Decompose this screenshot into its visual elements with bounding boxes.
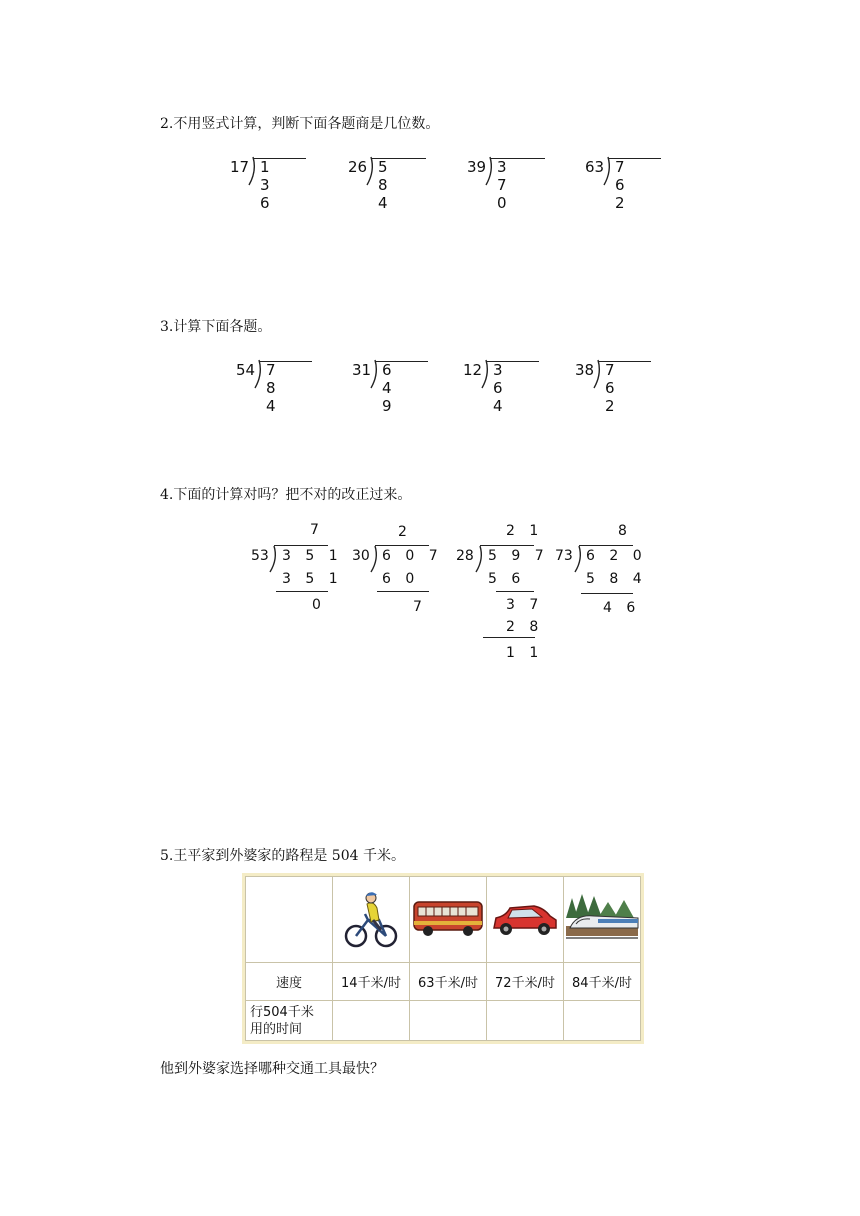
dividend: 7 8 4 <box>266 361 281 415</box>
division-bracket-icon <box>247 156 259 186</box>
table-cell-bicycle <box>333 877 410 963</box>
product: 5 8 4 <box>586 571 647 587</box>
time-label-line-1: 行504千米 <box>250 1004 314 1020</box>
division-bracket-icon <box>474 545 486 573</box>
division-bracket-icon <box>602 156 614 186</box>
quotient: 8 <box>618 523 627 539</box>
quotient: 2 1 <box>506 523 544 539</box>
time-bus-answer-cell[interactable] <box>410 1001 487 1041</box>
divisor: 38 <box>575 361 595 379</box>
table-row-time <box>246 1001 641 1041</box>
division-bracket-icon <box>484 156 496 186</box>
quotient: 7 <box>310 522 319 538</box>
division-bracket-icon <box>573 545 585 573</box>
divisor: 12 <box>463 361 483 379</box>
divisor: 63 <box>585 158 605 176</box>
product: 3 5 1 <box>282 571 343 587</box>
remainder: 7 <box>413 599 422 615</box>
product: 6 0 <box>382 571 420 587</box>
divisor: 39 <box>467 158 487 176</box>
speed-car: 72千米/时 <box>487 963 564 1001</box>
divisor: 26 <box>348 158 368 176</box>
time-car-answer-cell[interactable] <box>487 1001 564 1041</box>
car-icon <box>490 896 560 940</box>
dividend: 3 5 1 <box>282 548 343 564</box>
dividend: 3 6 4 <box>493 361 508 415</box>
table-cell-train <box>564 877 641 963</box>
speed-label: 速度 <box>246 963 333 1001</box>
table-row-images <box>246 877 641 963</box>
divisor: 30 <box>352 548 370 564</box>
table-cell-car <box>487 877 564 963</box>
time-label-line-2: 用的时间 <box>250 1021 303 1037</box>
dividend: 6 2 0 <box>586 548 647 564</box>
divisor: 28 <box>456 548 474 564</box>
table-corner-cell <box>246 877 333 963</box>
dividend: 7 6 2 <box>605 361 620 415</box>
dividend: 6 0 7 <box>382 548 443 564</box>
dividend: 5 9 7 <box>488 548 549 564</box>
q4-title: 4.下面的计算对吗？把不对的改正过来。 <box>160 487 412 503</box>
division-bracket-icon <box>480 359 492 389</box>
time-label <box>246 1001 333 1041</box>
dividend: 3 7 0 <box>497 158 512 212</box>
remainder: 4 6 <box>603 600 641 616</box>
division-bracket-icon <box>253 359 265 389</box>
divisor: 73 <box>555 548 573 564</box>
q5-title: 5.王平家到外婆家的路程是 504 千米。 <box>160 848 405 864</box>
dividend: 1 3 6 <box>260 158 275 212</box>
division-bracket-icon <box>268 545 280 573</box>
dividend: 6 4 9 <box>382 361 397 415</box>
divisor: 17 <box>230 158 250 176</box>
speed-bus: 63千米/时 <box>410 963 487 1001</box>
divisor: 31 <box>352 361 372 379</box>
speed-train: 84千米/时 <box>564 963 641 1001</box>
transport-table <box>245 876 641 1041</box>
q5-question: 他到外婆家选择哪种交通工具最快？ <box>160 1061 384 1077</box>
q2-title: 2.不用竖式计算，判断下面各题商是几位数。 <box>160 116 440 132</box>
dividend: 7 6 2 <box>615 158 630 212</box>
speed-bicycle: 14千米/时 <box>333 963 410 1001</box>
product-1: 5 6 <box>488 571 526 587</box>
remainder: 1 1 <box>506 645 544 661</box>
divisor: 54 <box>236 361 256 379</box>
time-bicycle-answer-cell[interactable] <box>333 1001 410 1041</box>
table-cell-bus <box>410 877 487 963</box>
train-icon <box>564 888 640 948</box>
division-bracket-icon <box>365 156 377 186</box>
remainder: 0 <box>312 597 321 613</box>
product-2: 2 8 <box>506 619 544 635</box>
division-bracket-icon <box>592 359 604 389</box>
table-row-speed <box>246 963 641 1001</box>
q3-title: 3.计算下面各题。 <box>160 319 272 335</box>
dividend: 5 8 4 <box>378 158 393 212</box>
partial-remainder: 3 7 <box>506 597 544 613</box>
bicycle-icon <box>341 886 401 950</box>
time-train-answer-cell[interactable] <box>564 1001 641 1041</box>
bus-icon <box>412 896 484 940</box>
division-bracket-icon <box>369 545 381 573</box>
divisor: 53 <box>251 548 269 564</box>
quotient: 2 <box>398 524 407 540</box>
division-bracket-icon <box>369 359 381 389</box>
